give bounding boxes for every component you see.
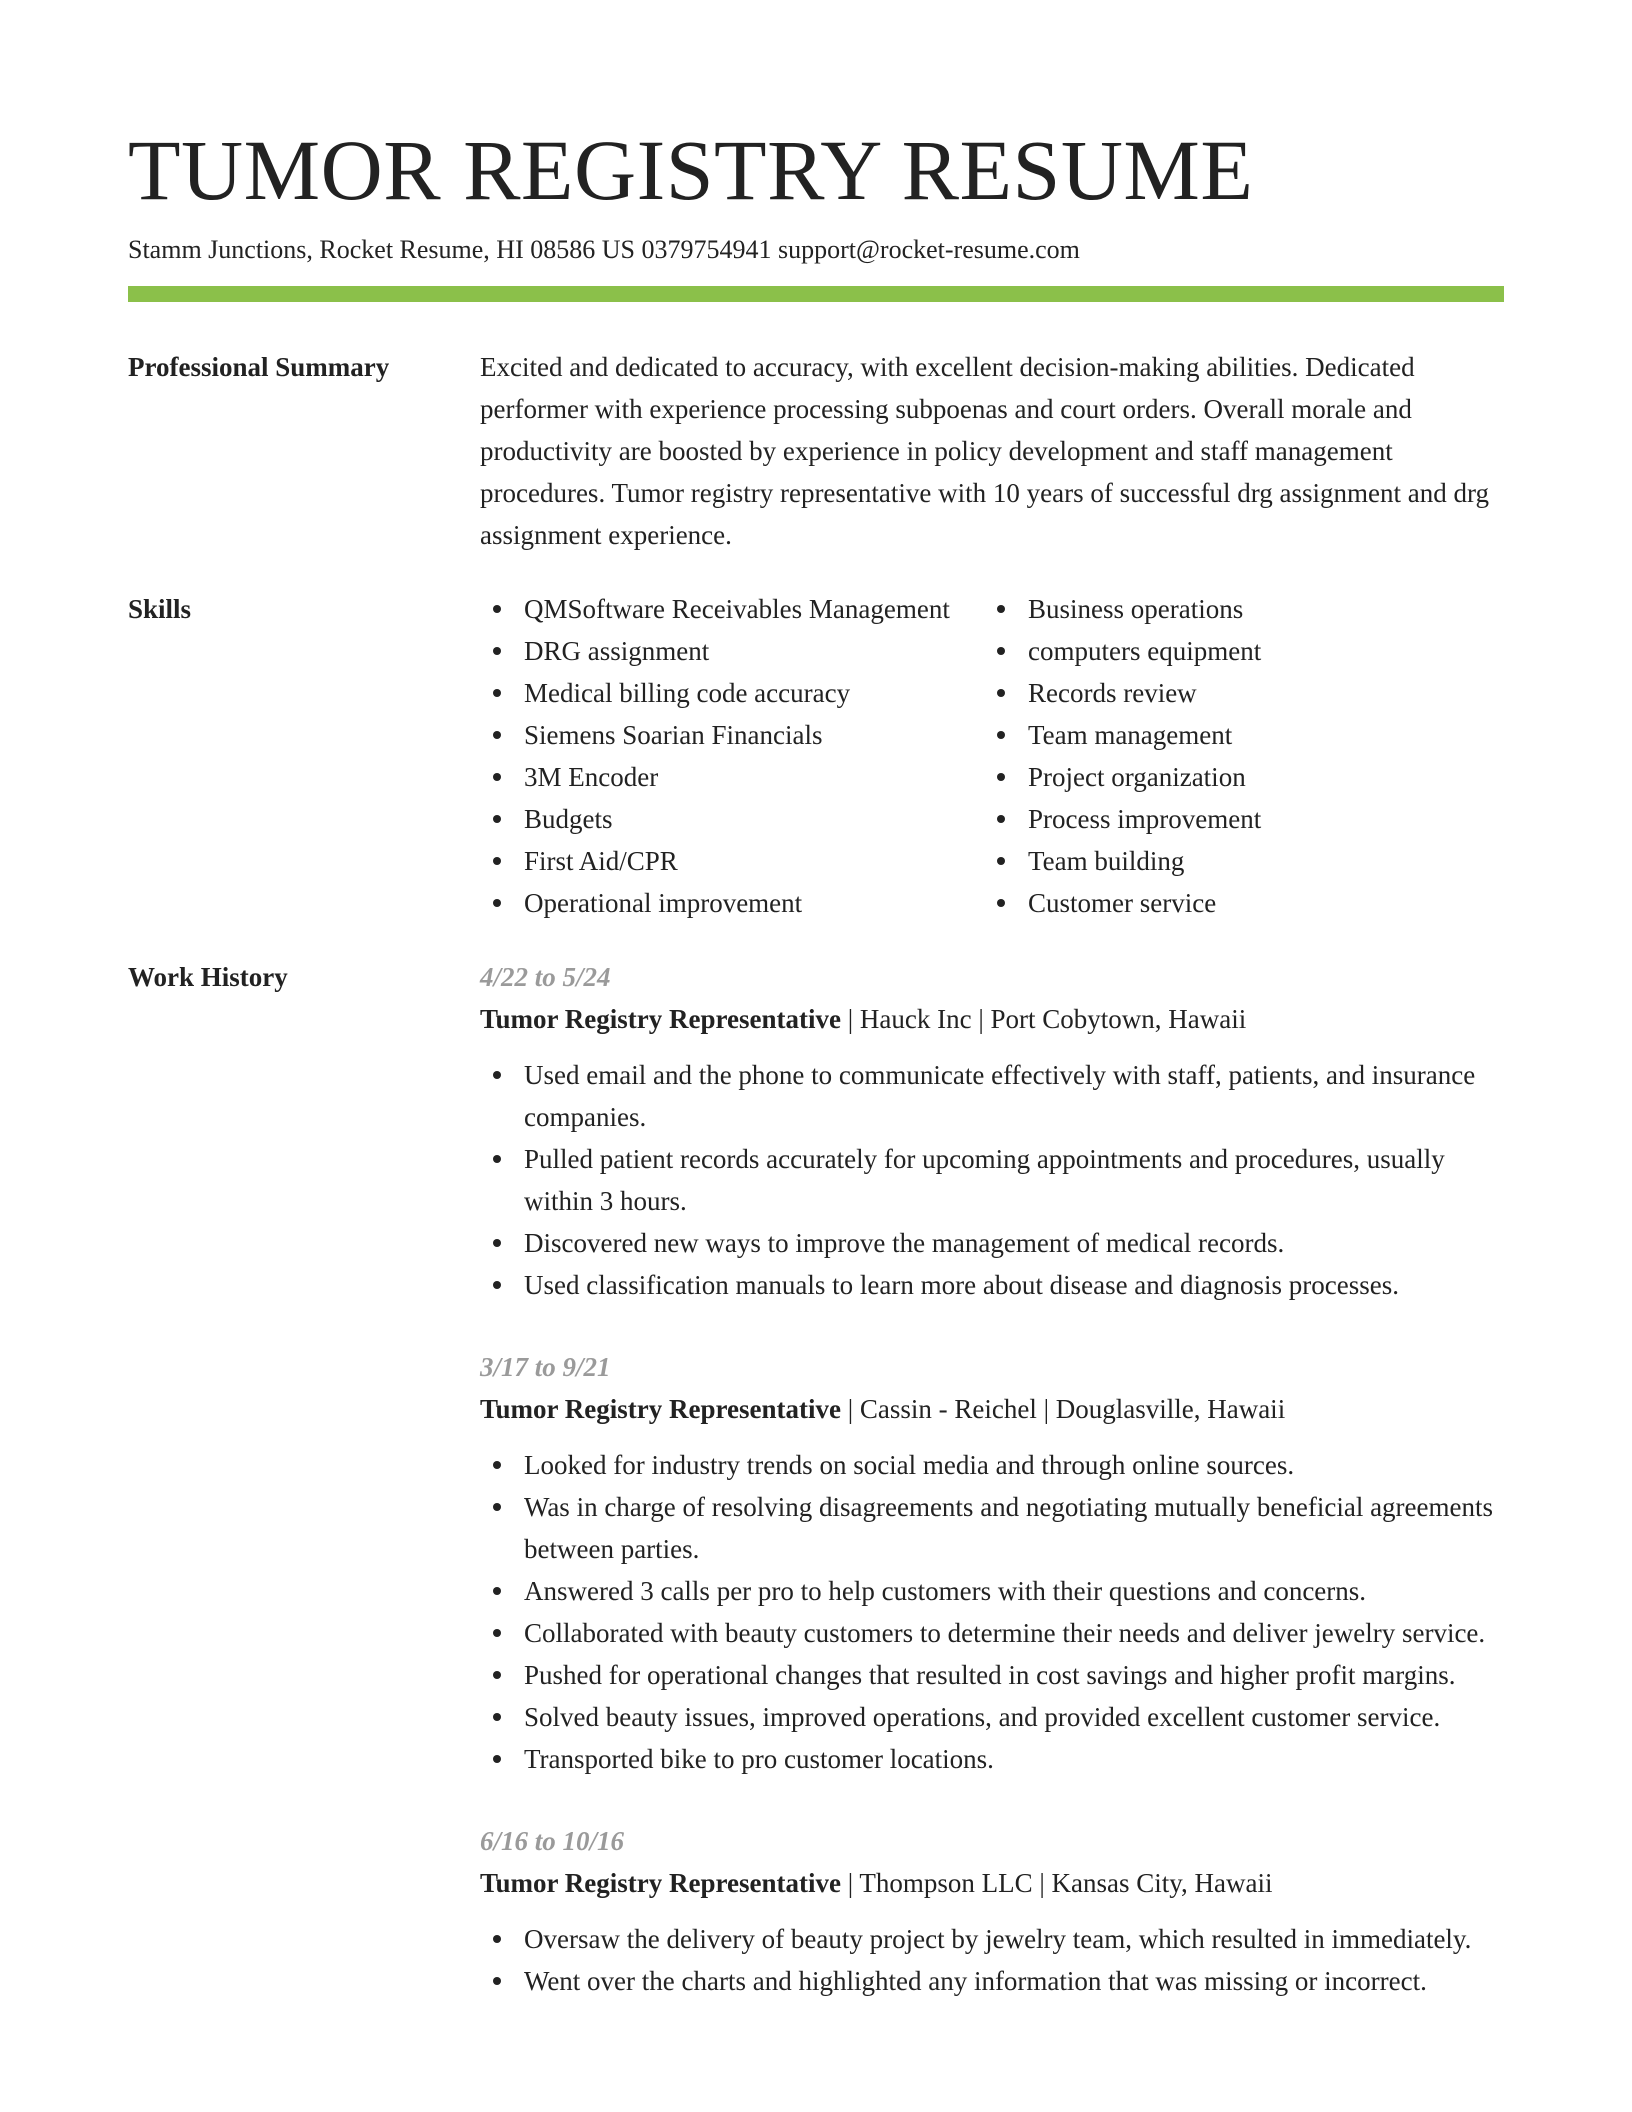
job-date: 6/16 to 10/16 <box>480 1826 625 1856</box>
job-title-line <box>480 998 1504 1040</box>
skill-item: Customer service <box>984 882 1261 924</box>
job-title: Tumor Registry Representative <box>480 1394 841 1424</box>
job-details: | Thompson LLC | Kansas City, Hawaii <box>840 1868 1273 1898</box>
skill-item: QMSoftware Receivables Management <box>480 588 984 630</box>
skill-item: Process improvement <box>984 798 1261 840</box>
summary-heading: Professional Summary <box>128 352 390 382</box>
job-bullet: Pulled patient records accurately for upcoming appointments and procedures, usually within 3 hours. <box>480 1138 1504 1222</box>
skill-item: Siemens Soarian Financials <box>480 714 984 756</box>
job-bullet: Pushed for operational changes that resulted in cost savings and higher profit margins. <box>480 1654 1504 1696</box>
job-title-line <box>480 1388 1504 1430</box>
work-history-section <box>128 956 1504 2042</box>
work-history-heading: Work History <box>128 962 288 992</box>
job-bullet: Used email and the phone to communicate effectively with staff, patients, and insurance companies. <box>480 1054 1504 1138</box>
job-date: 4/22 to 5/24 <box>480 962 611 992</box>
resume-page <box>128 118 1504 2042</box>
resume-title: TUMOR REGISTRY RESUME <box>128 122 1254 218</box>
skills-section <box>128 588 1504 924</box>
job-entry <box>480 1346 1504 1780</box>
job-bullet: Went over the charts and highlighted any information that was missing or incorrect. <box>480 1960 1504 2002</box>
skill-item: Team building <box>984 840 1261 882</box>
skill-item: Records review <box>984 672 1261 714</box>
job-entry <box>480 1820 1504 2002</box>
contact-line: Stamm Junctions, Rocket Resume, HI 08586 US 0379754941 support@rocket-resume.com <box>128 235 1080 264</box>
job-bullet: Solved beauty issues, improved operations, and provided excellent customer service. <box>480 1696 1504 1738</box>
job-bullet: Oversaw the delivery of beauty project by jewelry team, which resulted in immediately. <box>480 1918 1504 1960</box>
work-history-entries <box>480 956 1504 2042</box>
job-title-line <box>480 1862 1504 1904</box>
job-bullets <box>480 1054 1504 1306</box>
job-bullet: Was in charge of resolving disagreements and negotiating mutually beneficial agreements between parties. <box>480 1486 1504 1570</box>
skill-item: Business operations <box>984 588 1261 630</box>
skill-item: 3M Encoder <box>480 756 984 798</box>
skills-columns <box>480 588 1504 924</box>
skills-list-right <box>984 588 1261 924</box>
skill-item: Medical billing code accuracy <box>480 672 984 714</box>
skill-item: Project organization <box>984 756 1261 798</box>
job-entry <box>480 956 1504 1306</box>
job-bullet: Discovered new ways to improve the management of medical records. <box>480 1222 1504 1264</box>
skill-item: Budgets <box>480 798 984 840</box>
job-date: 3/17 to 9/21 <box>480 1352 611 1382</box>
job-bullet: Answered 3 calls per pro to help customers with their questions and concerns. <box>480 1570 1504 1612</box>
job-details: | Hauck Inc | Port Cobytown, Hawaii <box>840 1004 1247 1034</box>
accent-divider <box>128 286 1504 302</box>
job-bullets <box>480 1918 1504 2002</box>
skill-item: First Aid/CPR <box>480 840 984 882</box>
job-title: Tumor Registry Representative <box>480 1868 841 1898</box>
summary-text: Excited and dedicated to accuracy, with excellent decision-making abilities. Dedicated performer with experience processing subpoenas and court orders. Overall morale and productivity are boosted by experience in policy development and staff management procedures. Tumor registry representative with 10 years of successful drg assignment and drg assignment experience. <box>480 352 1490 550</box>
job-bullet: Transported bike to pro customer locations. <box>480 1738 1504 1780</box>
summary-section <box>128 346 1504 556</box>
skill-item: computers equipment <box>984 630 1261 672</box>
skills-list-left <box>480 588 984 924</box>
job-bullet: Collaborated with beauty customers to determine their needs and deliver jewelry service. <box>480 1612 1504 1654</box>
skill-item: Team management <box>984 714 1261 756</box>
job-title: Tumor Registry Representative <box>480 1004 841 1034</box>
skill-item: DRG assignment <box>480 630 984 672</box>
skill-item: Operational improvement <box>480 882 984 924</box>
skills-heading: Skills <box>128 594 192 624</box>
job-details: | Cassin - Reichel | Douglasville, Hawaii <box>840 1394 1286 1424</box>
job-bullet: Used classification manuals to learn more about disease and diagnosis processes. <box>480 1264 1504 1306</box>
job-bullets <box>480 1444 1504 1780</box>
job-bullet: Looked for industry trends on social media and through online sources. <box>480 1444 1504 1486</box>
